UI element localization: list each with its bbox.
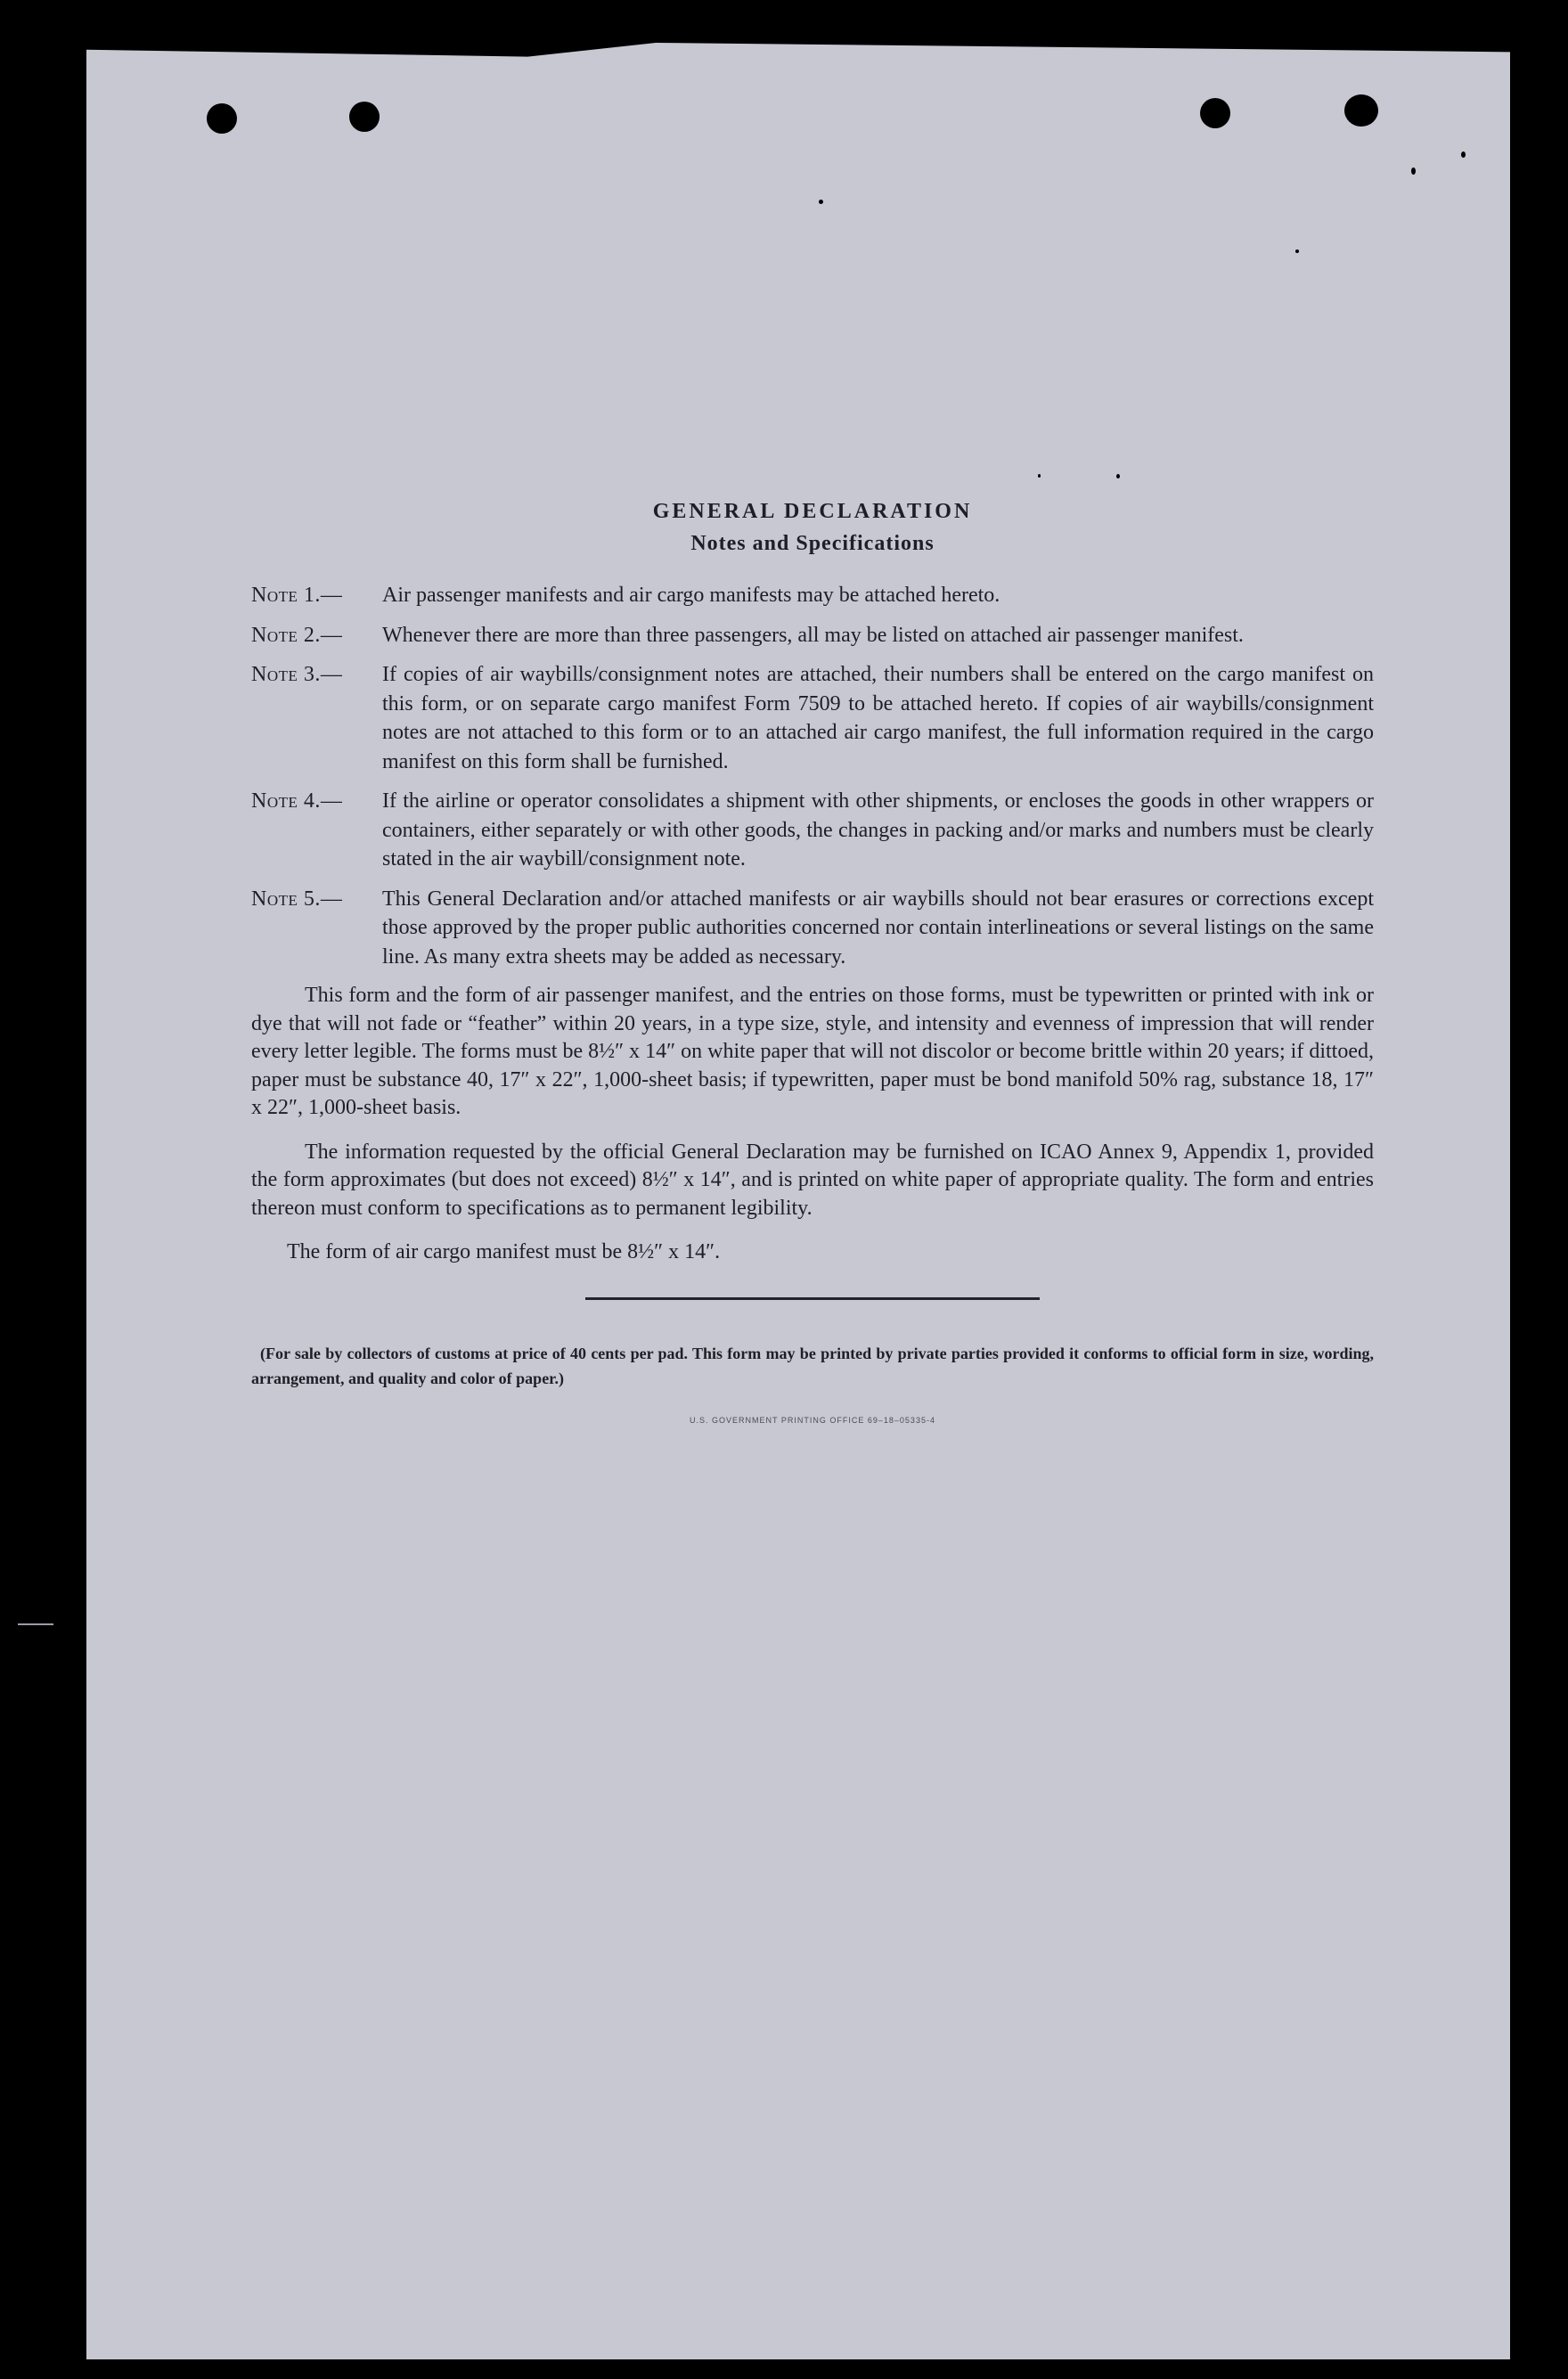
speck-mark xyxy=(1038,474,1041,478)
sale-notice: (For sale by collectors of customs at price of 40 cents per pad. This form may be printed by private parties provided it conforms to official form in size, wording, arrangement, and quality and color of paper.) xyxy=(251,1344,1374,1387)
note-item xyxy=(251,581,1374,610)
note-label: Note 4.— xyxy=(251,789,343,813)
note-text: This General Declaration and/or attached manifests or air waybills should not bear erasures or corrections except those approved by the proper public authorities concerned nor contain interlineations or several listings on the same line. As many extra sheets may be added as necessary. xyxy=(382,887,1374,969)
cargo-manifest-size-line: The form of air cargo manifest must be 8½″ x 14″. xyxy=(287,1240,721,1263)
note-text: If the airline or operator consolidates a shipment with other shipments, or encloses the goods in other wrappers or containers, either separately or with other goods, the changes in packing and/or marks and numbers must be clearly stated in the air waybill/consignment note. xyxy=(382,789,1374,871)
edge-mark xyxy=(18,1623,53,1625)
printing-office-imprint: U.S. GOVERNMENT PRINTING OFFICE 69–18–05335-4 xyxy=(690,1415,935,1425)
note-label: Note 1.— xyxy=(251,584,343,607)
specification-paragraph: The information requested by the official General Declaration may be furnished on ICAO Annex 9, Appendix 1, provided the form approximates (but does not exceed) 8½″ x 14″, and is printed on white paper of appropriate quality. The form and entries thereon must conform to specifications as to permanent legibility. xyxy=(251,1140,1374,1220)
punch-hole xyxy=(349,102,380,132)
note-item xyxy=(251,885,1374,972)
divider-rule xyxy=(585,1297,1040,1300)
declaration-notes xyxy=(251,495,1374,1425)
punch-hole xyxy=(1200,98,1230,128)
note-item xyxy=(251,660,1374,776)
punch-hole xyxy=(207,103,237,134)
note-text: Whenever there are more than three passengers, all may be listed on attached air passenger manifest. xyxy=(382,623,1244,647)
note-label: Note 5.— xyxy=(251,887,343,911)
speck-mark xyxy=(1116,474,1120,478)
note-text: Air passenger manifests and air cargo manifests may be attached hereto. xyxy=(382,584,1000,607)
note-text: If copies of air waybills/consignment notes are attached, their numbers shall be entered on the cargo manifest on this form, or on separate cargo manifest Form 7509 to be attached hereto. If copies of air waybills/consignment notes are not attached to this form or to an attached air cargo manifest, the full information required in the cargo manifest on this form shall be furnished. xyxy=(382,663,1374,773)
speck-mark xyxy=(1295,249,1299,253)
punch-hole xyxy=(1344,94,1378,127)
page-subtitle: Notes and Specifications xyxy=(690,532,935,555)
note-item xyxy=(251,621,1374,650)
note-label: Note 2.— xyxy=(251,623,343,647)
specification-paragraph: This form and the form of air passenger manifest, and the entries on those forms, must be typewritten or printed with ink or dye that will not fade or “feather” within 20 years, in a type size, style, and intensity and evenness of impression that will render every letter legible. The forms must be 8½″ x 14″ on white paper that will not discolor or become brittle within 20 years; if dittoed, paper must be substance 40, 17″ x 22″, 1,000-sheet basis; if typewritten, paper must be bond manifold 50% rag, substance 18, 17″ x 22″, 1,000-sheet basis. xyxy=(251,984,1374,1119)
note-label: Note 3.— xyxy=(251,663,343,686)
speck-mark xyxy=(1461,151,1466,158)
speck-mark xyxy=(1411,168,1416,175)
speck-mark xyxy=(819,200,823,204)
note-item xyxy=(251,787,1374,874)
page-title: GENERAL DECLARATION xyxy=(652,500,973,523)
